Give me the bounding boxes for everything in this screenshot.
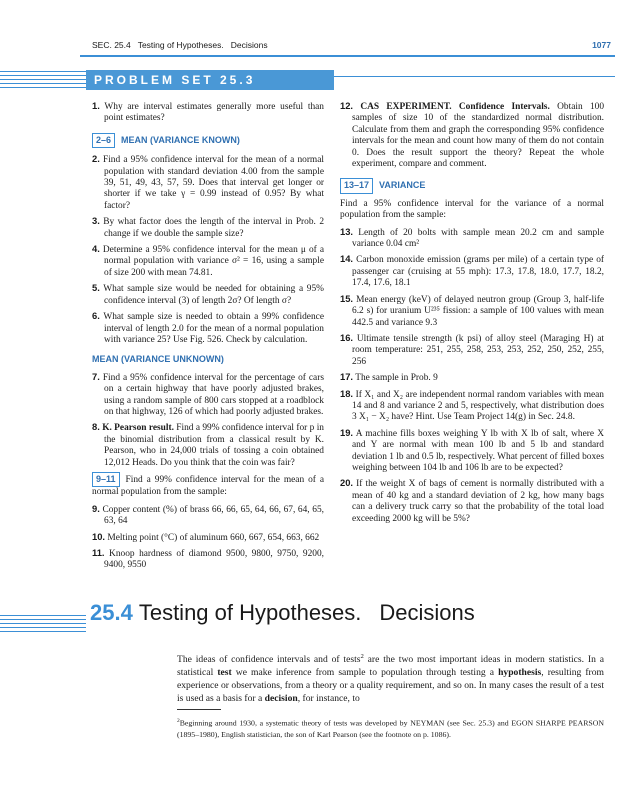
problem-text: Why are interval estimates generally more useful than point estimates? xyxy=(104,102,324,124)
body-paragraph xyxy=(177,650,604,705)
problem-number: 14. xyxy=(340,253,354,265)
header-section-title2: Decisions xyxy=(230,40,268,50)
problem-number: 4. xyxy=(92,243,100,255)
problem-number: 9. xyxy=(92,502,100,514)
problem-number: 19. xyxy=(340,426,354,438)
problem-7 xyxy=(92,371,324,419)
problem-text: Length of 20 bolts with sample mean 20.2 cm and sample variance 0.04 cm² xyxy=(352,227,605,250)
header-section-title: Testing of Hypotheses. xyxy=(137,40,224,50)
problem-number: 2. xyxy=(92,153,100,165)
problem-9 xyxy=(92,503,324,528)
variance-instruction: Find a 95% confidence interval for the variance of a normal population from the sample: xyxy=(340,198,604,221)
problem-text: What sample size is needed to obtain a 99% confidence interval of length 2.0 for the mean of a normal population with variance 25? Use Fig. 526. Check by calculation. xyxy=(103,312,324,345)
problem-text: Find a 95% confidence interval for the mean of a normal population with standard deviation 4.00 from the sample 39, 51, 49, 43, 57, 59. Does that interval get longer or shorter if we take γ = 0.99 instead of 0.95? By what factor? xyxy=(102,155,324,211)
footnote-text: Beginning around 1930, a systematic theory of tests was developed by NEYMAN (see Sec. 25.3) and EGON SHARPE PEARSON (1895–1980), English statistician, the son of Karl Pearson (see the footnote on p. 1086). xyxy=(177,718,604,739)
problem-11 xyxy=(92,547,324,572)
problem-text: Find a 95% confidence interval for the percentage of cars on a certain highway that have poorly adjusted brakes, using a random sample of 800 cars stopped at a roadblock on that highway, 126 of which had poorly adjusted brakes. xyxy=(102,372,324,417)
problem-text: By what factor does the length of the interval in Prob. 2 change if we double the sample size? xyxy=(103,217,325,239)
subsection-heading-mean-unknown: MEAN (VARIANCE UNKNOWN) xyxy=(92,354,224,365)
banner-right-rule xyxy=(334,76,615,77)
term-decision: decision xyxy=(264,693,298,705)
problem-text: Ultimate tensile strength (k psi) of alloy steel (Maraging H) at room temperature: 251, 255, 258, 253, 253, 252, 250, 252, 255, 256 xyxy=(352,333,605,367)
problem-text: Find a 99% confidence interval for p in the binomial distribution from a classical result by K. Pearson, who in 24,000 trials of tossing a coin obtained 12,012 Heads. Do you think that the coin was fair? xyxy=(104,423,324,468)
header-rule xyxy=(80,55,615,57)
problem-number: 18. xyxy=(340,387,354,399)
left-column xyxy=(92,100,324,575)
problem-number: 6. xyxy=(92,310,100,322)
problem-text: If X₁ and X₂ are independent normal random variables with mean 14 and 8 and variance 2 and 5, respectively, what distribution does 3 X₁ − X₂ have? Hint. Use Team Project 14(g) in Sec. 24.8. xyxy=(352,389,604,423)
problem-text: What sample size would be needed for obtaining a 95% confidence interval (3) of length 2σ? Of length σ? xyxy=(103,284,324,306)
banner-rules xyxy=(0,71,86,91)
body-text: we make inference from sample to population through testing a xyxy=(231,667,499,679)
section-rules xyxy=(0,615,86,635)
footnote-rule xyxy=(177,709,221,710)
problem-text: The sample in Prob. 9 xyxy=(355,373,438,384)
problem-19 xyxy=(340,427,604,475)
instruction-text: Find a 99% confidence interval for the mean of a normal population from the sample: xyxy=(92,474,324,498)
running-header xyxy=(92,40,611,54)
subsection-label: VARIANCE xyxy=(379,180,426,191)
problem-bold-title: CAS EXPERIMENT. Confidence Intervals. xyxy=(360,102,550,112)
problem-number: 8. xyxy=(92,421,100,433)
problem-10 xyxy=(92,531,324,544)
problem-13 xyxy=(340,226,604,251)
term-hypothesis: hypothesis xyxy=(498,667,542,679)
problem-text: Knoop hardness of diamond 9500, 9800, 9750, 9200, 9400, 9550 xyxy=(104,549,324,571)
subsection-label: MEAN (VARIANCE KNOWN) xyxy=(121,134,240,145)
body-text: , resulting from experience or observations, from a theory or a quality requirement, and so on. In many cases the result of a test is used as a basis for a xyxy=(177,667,604,705)
problem-number: 12. xyxy=(340,100,354,111)
problem-text: Mean energy (keV) of delayed neutron group (Group 3, half-life 6.2 s) for uranium U²³⁵ fission: a sample of 100 values with mean 442.5 and variance 9.3 xyxy=(352,294,605,328)
problem-20 xyxy=(340,477,604,525)
problem-1 xyxy=(92,100,324,125)
problem-2 xyxy=(92,153,324,212)
problem-set-banner: PROBLEM SET 25.3 xyxy=(86,70,334,90)
range-box: 2–6 xyxy=(92,133,115,148)
footnote xyxy=(177,716,604,740)
problem-bold-title: K. Pearson result. xyxy=(102,423,174,434)
subsection-heading-mean-known xyxy=(92,133,324,148)
problem-number: 10. xyxy=(92,530,106,542)
problem-14 xyxy=(340,253,604,289)
running-header-left xyxy=(92,40,268,50)
problem-12 xyxy=(340,100,604,170)
problem-text: Copper content (%) of brass 66, 66, 65, 64, 66, 67, 64, 65, 63, 64 xyxy=(102,504,324,527)
problem-number: 7. xyxy=(92,370,100,382)
problem-number: 11. xyxy=(92,547,105,558)
problem-17 xyxy=(340,371,604,384)
problem-number: 13. xyxy=(340,225,354,237)
section-number: 25.4 xyxy=(90,600,133,625)
problem-text: Determine a 95% confidence interval for the mean μ of a normal population with variance σ² = 16, using a sample of size 200 with mean 74.81. xyxy=(102,245,324,278)
page-number: 1077 xyxy=(592,40,611,50)
problem-6 xyxy=(92,310,324,346)
problem-number: 16. xyxy=(340,331,354,343)
body-text: The ideas of confidence intervals and of tests xyxy=(177,654,361,666)
section-heading xyxy=(90,600,475,626)
problem-text: Melting point (°C) of aluminum 660, 667, 654, 663, 662 xyxy=(107,532,320,543)
problem-text: A machine fills boxes weighing Y lb with X lb of salt, where X and Y are normal with mean 100 lb and 5 lb and standard deviation 1 lb and 0.5 lb, respectively. What percent of filled boxes weighing between 104 lb and 106 lb are to be expected? xyxy=(352,428,605,473)
problem-text: Obtain 100 samples of size 10 of the standardized normal distribution. Calculate from them and graph the corresponding 95% confidence intervals for the mean and count how many of them do not contain 0. Does the result support the theory? Repeat the whole experiment, compare and comment. xyxy=(352,102,605,170)
problem-5 xyxy=(92,282,324,307)
footnote-marker: 2 xyxy=(177,718,180,724)
term-test: test xyxy=(217,667,232,679)
problem-number: 17. xyxy=(340,371,354,383)
problem-16 xyxy=(340,332,604,368)
problem-number: 5. xyxy=(92,282,100,294)
problem-4 xyxy=(92,243,324,279)
problem-3 xyxy=(92,215,324,240)
problem-18 xyxy=(340,388,604,424)
subsection-heading-variance xyxy=(340,178,604,193)
problem-number: 15. xyxy=(340,292,354,304)
range-box: 13–17 xyxy=(340,178,373,193)
problem-8 xyxy=(92,421,324,469)
header-section-label: SEC. 25.4 xyxy=(92,40,131,50)
problem-text: Carbon monoxide emission (grams per mile) of a certain type of passenger car (cruising at 55 mph): 17.3, 17.8, 18.0, 17.7, 18.2, 17.4, 17.6, 18.1 xyxy=(352,255,605,289)
problem-number: 1. xyxy=(92,100,100,111)
body-text: , for instance, to xyxy=(297,693,360,705)
problem-15 xyxy=(340,293,604,329)
problem-text: If the weight X of bags of cement is normally distributed with a mean of 40 kg and a standard deviation of 2 kg, how many bags can a delivery truck carry so that the probability of the total load exceeding 2000 kg will be 5%? xyxy=(352,479,605,524)
footnote-marker: 2 xyxy=(360,653,364,660)
problem-number: 3. xyxy=(92,215,100,227)
range-instruction-9-11 xyxy=(92,472,324,499)
section-title-decisions: Decisions xyxy=(379,600,475,625)
problem-number: 20. xyxy=(340,477,354,489)
right-column xyxy=(340,100,604,528)
range-box: 9–11 xyxy=(92,472,120,487)
section-title: Testing of Hypotheses. xyxy=(138,600,362,625)
body-text: are the two most important ideas in modern statistics. In a statistical xyxy=(177,654,604,679)
